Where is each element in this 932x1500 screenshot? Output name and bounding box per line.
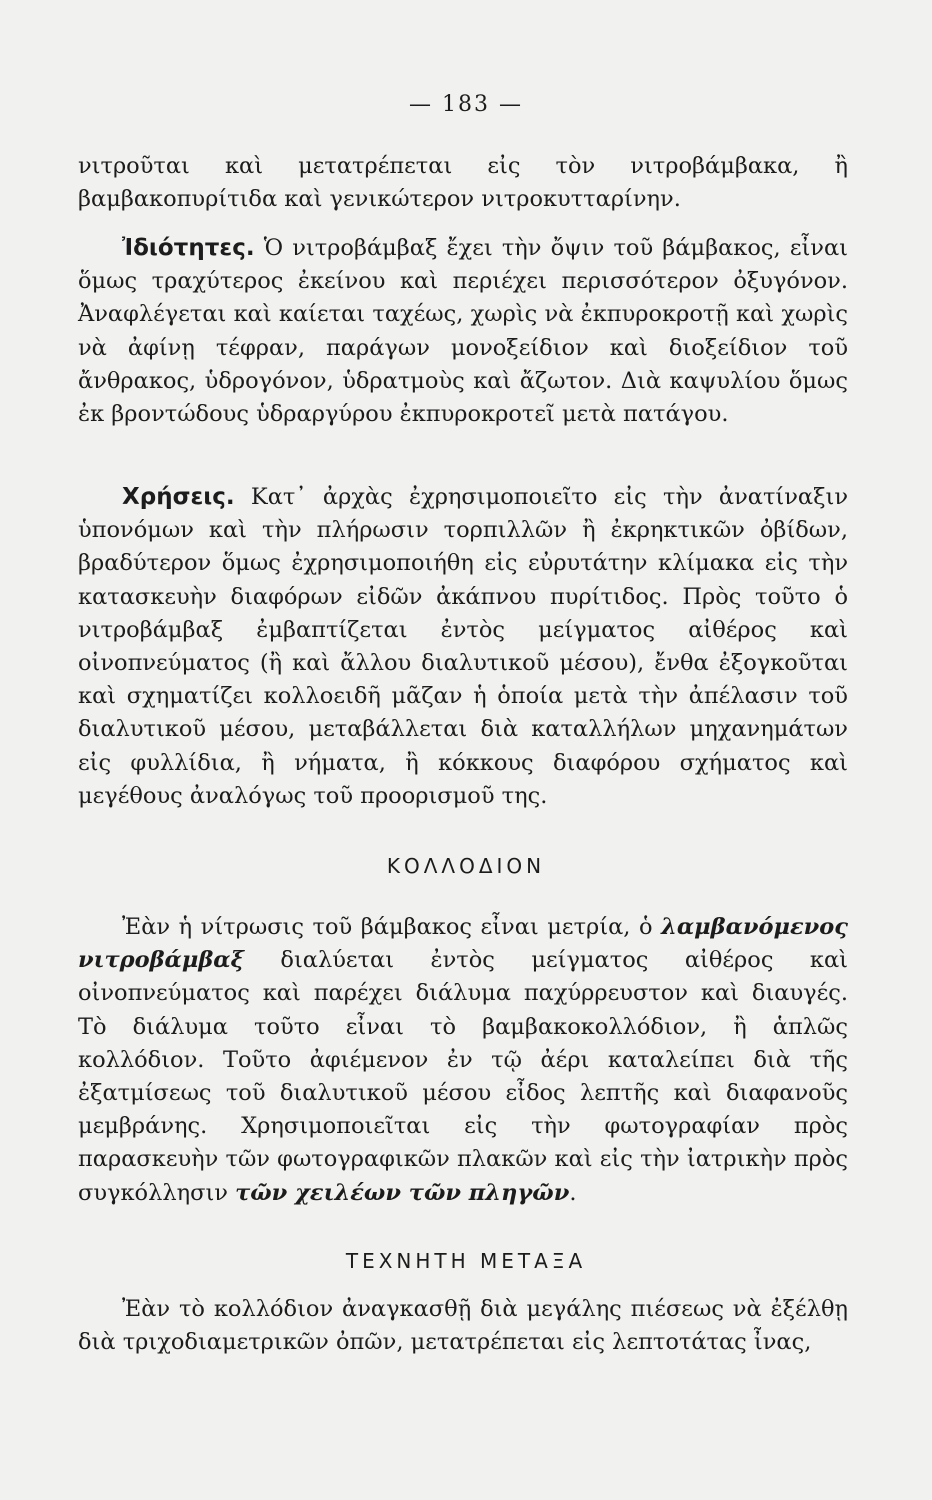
intro-text: νιτροῦται καὶ μετατρέπεται εἰς τὸν νιτροβάμβακα, ἢ βαμβακοπυρίτιδα καὶ γενικώτερον νιτροκυτταρίνην. <box>78 153 848 213</box>
silk-paragraph <box>78 1293 848 1359</box>
collodion-text-b: διαλύεται ἐντὸς μείγματος αἰθέρος καὶ οἰνοπνεύματος καὶ παρέχει διάλυμα παχύρρευστον καὶ διαυγές. Τὸ διάλυμα τοῦτο εἶναι τὸ βαμβακοκολλόδιον, ἢ ἁπλῶς κολλόδιον. Τοῦτο ἀφιέμενον ἐν τῷ ἀέρι καταλείπει διὰ τῆς ἐξατμίσεως τοῦ διαλυτικοῦ μέσου εἶδος λεπτῆς καὶ διαφανοῦς μεμβράνης. Χρησιμοποιεῖται εἰς τὴν φωτογραφίαν πρὸς παρασκευὴν τῶν φωτογραφικῶν πλακῶν καὶ εἰς τὴν ἰατρικὴν πρὸς συγκόλλησιν <box>78 947 848 1206</box>
collodion-paragraph <box>78 911 848 1210</box>
uses-heading: Χρήσεις. <box>122 484 235 510</box>
properties-paragraph <box>78 232 848 431</box>
page-number: — 183 — <box>409 92 523 117</box>
collodion-title: ΚΟΛΛΟΔΙΟΝ <box>386 854 546 878</box>
intro-paragraph <box>78 150 848 216</box>
collodion-term: λαμβανόμενος νιτροβάμβαξ <box>78 914 848 974</box>
uses-text: Κατ᾽ ἀρχὰς ἐχρησιμοποιεῖτο εἰς τὴν ἀνατίναξιν ὑπονόμων καὶ τὴν πλήρωσιν τορπιλλῶν ἢ ἐκρηκτικῶν ὀβίδων, βραδύτερον ὅμως ἐχρησιμοποιήθη εἰς εὐρυτάτην κλίμακα εἰς τὴν κατασκευὴν διαφόρων εἰδῶν ἀκάπνου πυρίτιδος. Πρὸς τοῦτο ὁ νιτροβάμβαξ ἐμβαπτίζεται ἐντὸς μείγματος αἰθέρος καὶ οἰνοπνεύματος (ἢ καὶ ἄλλου διαλυτικοῦ μέσου), ἔνθα ἐξογκοῦται καὶ σχηματίζει κολλοειδῆ μᾶζαν ἡ ὁποία μετὰ τὴν ἀπέλασιν τοῦ διαλυτικοῦ μέσου, μεταβάλλεται διὰ καταλλήλων μηχανημάτων εἰς φυλλίδια, ἢ νήματα, ἢ κόκκους διαφόρου σχήματος καὶ μεγέθους ἀναλόγως τοῦ προορισμοῦ της. <box>78 484 848 809</box>
silk-title: ΤΕΧΝΗΤΗ ΜΕΤΑΞΑ <box>345 1249 587 1273</box>
collodion-term-end: τῶν χειλέων τῶν πληγῶν <box>235 1179 570 1206</box>
collodion-text-a: Ἐὰν ἡ νίτρωσις τοῦ βάμβακος εἶναι μετρία, ὁ <box>122 914 653 940</box>
silk-text: Ἐὰν τὸ κολλόδιον ἀναγκασθῇ διὰ μεγάλης πιέσεως νὰ ἐξέλθῃ διὰ τριχοδιαμετρικῶν ὀπῶν, μετατρέπεται εἰς λεπτοτάτας ἶνας, <box>78 1296 848 1356</box>
collodion-text-c: . <box>569 1179 577 1206</box>
properties-text: Ὁ νιτροβάμβαξ ἔχει τὴν ὄψιν τοῦ βάμβακος, εἶναι ὅμως τραχύτερος ἐκείνου καὶ περιέχει περισσότερον ὀξυγόνον. Ἀναφλέγεται καὶ καίεται ταχέως, χωρὶς νὰ ἐκπυροκροτῇ καὶ χωρὶς νὰ ἀφίνῃ τέφραν, παράγων μονοξείδιον καὶ διοξείδιον τοῦ ἄνθρακος, ὑδρογόνον, ὑδρατμοὺς καὶ ἄζωτον. Διὰ καψυλίου ὅμως ἐκ βροντώδους ὑδραργύρου ἐκπυροκροτεῖ μετὰ πατάγου. <box>78 235 848 428</box>
properties-heading: Ἰδιότητες. <box>122 235 255 261</box>
uses-paragraph <box>78 481 848 813</box>
